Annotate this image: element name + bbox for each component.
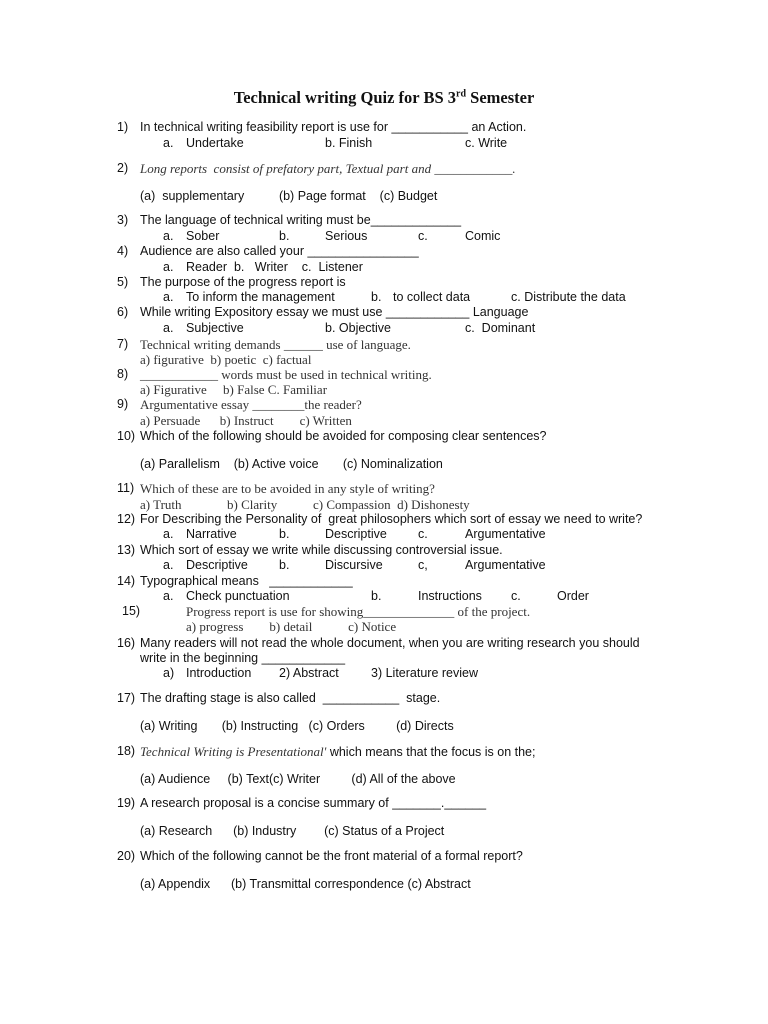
question-6-text: While writing Expository essay we must use ____________ Language (140, 305, 529, 319)
question-6-option-b: b. Objective (325, 321, 392, 335)
question-3-text: The language of technical writing must be_____________ (140, 213, 462, 227)
question-1-option-a: Undertake (186, 136, 244, 150)
question-10-text: Which of the following should be avoided for composing clear sentences? (140, 429, 547, 443)
question-5-option-b-letter: b. (371, 290, 382, 304)
question-13-option-a-letter: a. (163, 558, 174, 572)
question-1-option-c: c. Write (465, 136, 508, 150)
question-16-option-a-letter: a) (163, 666, 175, 680)
question-4-text: Audience are also called your ________________ (140, 244, 419, 258)
question-8-text: ____________ words must be used in technical writing. (140, 367, 432, 382)
question-4-option-a-letter: a. (163, 260, 174, 274)
question-8-number: 8) (117, 367, 129, 381)
question-18-number: 18) (117, 744, 136, 758)
question-2-options: (a) supplementary (b) Page format (c) Budget (140, 189, 438, 203)
question-13-option-c: Argumentative (465, 558, 546, 572)
question-3-number: 3) (117, 213, 129, 227)
question-14-option-a: Check punctuation (186, 589, 290, 603)
question-1-option-a-letter: a. (163, 136, 174, 150)
page-title: Technical writing Quiz for BS 3rd Semester (233, 88, 535, 107)
question-13-option-a: Descriptive (186, 558, 248, 572)
question-3-option-a-letter: a. (163, 229, 174, 243)
question-16-text-continued: write in the beginning ____________ (140, 651, 346, 665)
question-7-text: Technical writing demands ______ use of language. (140, 337, 411, 352)
question-14-option-c: Order (557, 589, 589, 603)
question-12-option-b-letter: b. (279, 527, 290, 541)
question-13-number: 13) (117, 543, 136, 557)
question-13-option-b: Discursive (325, 558, 383, 572)
question-16-option-a: Introduction (186, 666, 252, 680)
question-1-text: In technical writing feasibility report is use for ___________ an Action. (140, 120, 527, 134)
question-20-number: 20) (117, 849, 136, 863)
question-6-option-c: c. Dominant (465, 321, 536, 335)
question-14-option-b: Instructions (418, 589, 482, 603)
question-19-number: 19) (117, 796, 136, 810)
question-19-text: A research proposal is a concise summary of _______.______ (140, 796, 487, 810)
question-4-options: Reader b. Writer c. Listener (186, 260, 363, 274)
question-8-options: a) Figurative b) False C. Familiar (140, 382, 328, 397)
question-4-number: 4) (117, 244, 129, 258)
question-10-options: (a) Parallelism (b) Active voice (c) Nominalization (140, 457, 443, 471)
question-7-number: 7) (117, 337, 129, 351)
question-2-text: Long reports consist of prefatory part, Textual part and ____________. (140, 161, 516, 176)
question-17-options: (a) Writing (b) Instructing (c) Orders (d) Directs (140, 719, 454, 733)
question-18-text-rest: which means that the focus is on the; (326, 745, 536, 759)
question-9-text: Argumentative essay ________the reader? (140, 397, 362, 412)
question-17-text: The drafting stage is also called ___________ stage. (140, 691, 441, 705)
question-16-text: Many readers will not read the whole document, when you are writing research you should (140, 636, 640, 650)
question-15-number: 15) (122, 604, 141, 618)
question-5-text: The purpose of the progress report is (140, 275, 346, 289)
question-14-number: 14) (117, 574, 136, 588)
question-3-option-a: Sober (186, 229, 220, 243)
question-5-option-a: To inform the management (186, 290, 335, 304)
question-12-option-c-letter: c. (418, 527, 428, 541)
question-18-quote: Technical Writing is Presentational' (140, 744, 327, 759)
question-10-number: 10) (117, 429, 136, 443)
question-16-number: 16) (117, 636, 136, 650)
question-14-option-a-letter: a. (163, 589, 174, 603)
question-12-option-b: Descriptive (325, 527, 387, 541)
question-2-number: 2) (117, 161, 129, 175)
question-5-option-c: c. Distribute the data (511, 290, 626, 304)
question-5-number: 5) (117, 275, 129, 289)
question-11-text: Which of these are to be avoided in any style of writing? (140, 481, 435, 496)
question-12-text: For Describing the Personality of great philosophers which sort of essay we need to write? (140, 512, 643, 526)
question-3-option-c: Comic (465, 229, 501, 243)
question-3-option-c-letter: c. (418, 229, 428, 243)
question-9-number: 9) (117, 397, 129, 411)
question-12-option-c: Argumentative (465, 527, 546, 541)
question-15-options: a) progress b) detail c) Notice (186, 619, 397, 634)
question-11-options: a) Truth b) Clarity c) Compassion d) Dishonesty (140, 497, 470, 512)
question-13-text: Which sort of essay we write while discussing controversial issue. (140, 543, 503, 557)
question-15-text: Progress report is use for showing______________ of the project. (186, 604, 531, 619)
question-13-option-b-letter: b. (279, 558, 290, 572)
question-7-options: a) figurative b) poetic c) factual (140, 352, 312, 367)
question-3-option-b-letter: b. (279, 229, 290, 243)
question-20-text: Which of the following cannot be the front material of a formal report? (140, 849, 523, 863)
question-5-option-b: to collect data (393, 290, 471, 304)
question-12-number: 12) (117, 512, 136, 526)
question-13-option-c-letter: c, (418, 558, 428, 572)
question-18-options: (a) Audience (b) Text(c) Writer (d) All of the above (140, 772, 456, 786)
question-16-option-c: 3) Literature review (371, 666, 478, 680)
question-1-option-b: b. Finish (325, 136, 373, 150)
question-18-text (140, 744, 536, 760)
question-12-option-a: Narrative (186, 527, 237, 541)
question-6-option-a: Subjective (186, 321, 244, 335)
question-9-options: a) Persuade b) Instruct c) Written (140, 413, 352, 428)
question-20-options: (a) Appendix (b) Transmittal correspondence (c) Abstract (140, 877, 471, 891)
question-16-option-b: 2) Abstract (279, 666, 339, 680)
question-6-option-a-letter: a. (163, 321, 174, 335)
question-14-option-b-letter: b. (371, 589, 382, 603)
question-1-number: 1) (117, 120, 129, 134)
question-5-option-a-letter: a. (163, 290, 174, 304)
question-14-option-c-letter: c. (511, 589, 521, 603)
question-17-number: 17) (117, 691, 136, 705)
question-19-options: (a) Research (b) Industry (c) Status of a Project (140, 824, 445, 838)
question-12-option-a-letter: a. (163, 527, 174, 541)
question-3-option-b: Serious (325, 229, 368, 243)
question-11-number: 11) (117, 481, 135, 495)
question-6-number: 6) (117, 305, 129, 319)
question-14-text: Typographical means ____________ (140, 574, 353, 588)
